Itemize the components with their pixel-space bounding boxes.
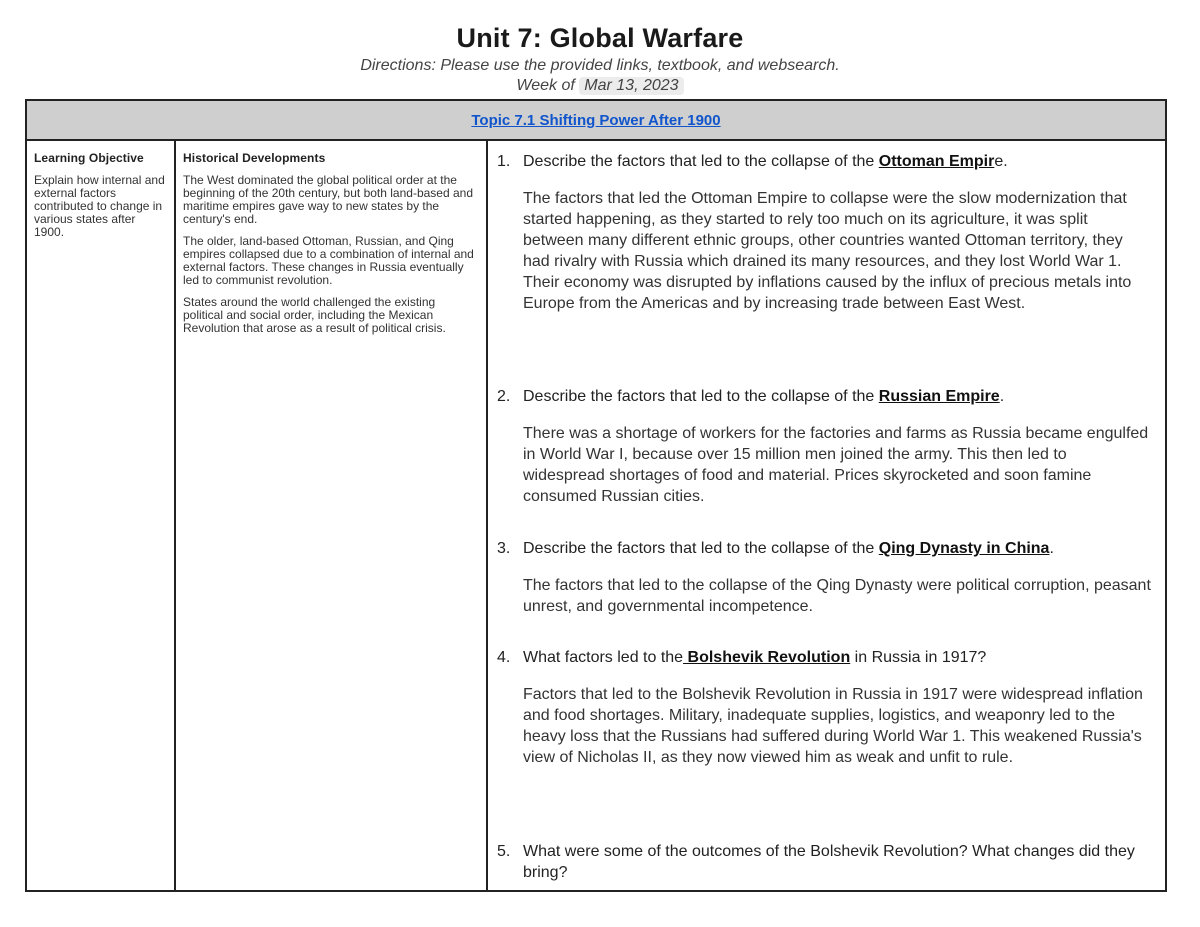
question-prefix: Describe the factors that led to the collapse of the — [523, 540, 879, 557]
development-paragraph: The West dominated the global political order at the beginning of the 20th century, but both land-based and maritime empires gave way to new states by the century's end. — [183, 173, 473, 226]
bolshevik-revolution-link[interactable]: Bolshevik Revolution — [683, 649, 851, 666]
question-item — [497, 841, 1151, 883]
question-text — [523, 151, 1151, 172]
question-suffix: in Russia in 1917? — [850, 649, 987, 666]
question-prefix: Describe the factors that led to the collapse of the — [523, 153, 879, 170]
question-item — [497, 538, 1151, 617]
question-item — [497, 647, 1151, 768]
question-text — [523, 386, 1151, 407]
russian-empire-link[interactable]: Russian Empire — [878, 388, 1000, 405]
qing-dynasty-link[interactable]: Qing Dynasty in China — [878, 540, 1050, 557]
directions-text: Directions: Please use the provided links, textbook, and websearch. — [360, 57, 840, 74]
question-number: 5. — [497, 843, 511, 860]
question-number: 3. — [497, 540, 511, 557]
answer-text[interactable]: The factors that led the Ottoman Empire to collapse were the slow modernization that started happening, as they started to rely too much on its agriculture, it was split between many different ethnic groups, other countries wanted Ottoman territory, they had rivalry with Russia which drained its many resources, and they lost World War 1. Their economy was disrupted by inflations caused by the influx of precious metals into Europe from the Americas and by increasing trade between East West. — [523, 190, 1132, 312]
development-paragraph: States around the world challenged the existing political and social order, including the Mexican Revolution that arose as a result of political crisis. — [183, 295, 446, 335]
question-number: 2. — [497, 388, 511, 405]
week-line — [0, 76, 1200, 96]
week-label: Week of — [516, 77, 575, 94]
question-item — [497, 386, 1151, 507]
learning-objective-heading: Learning Objective — [34, 151, 144, 165]
answer-text[interactable]: The factors that led to the collapse of the Qing Dynasty were political corruption, peasant unrest, and governmental incompetence. — [523, 577, 1151, 615]
historical-developments-heading: Historical Developments — [183, 151, 326, 165]
learning-objective-text: Explain how internal and external factors contributed to change in various states after 1900. — [34, 173, 165, 239]
table-bottom-rule — [25, 890, 1167, 892]
question-item — [497, 151, 1151, 314]
question-suffix: . — [1049, 540, 1054, 557]
question-number: 4. — [497, 649, 511, 666]
question-prefix: What factors led to the — [523, 649, 684, 666]
questions-column — [488, 141, 1165, 892]
answer-text[interactable]: Factors that led to the Bolshevik Revolution in Russia in 1917 were widespread inflation and food shortages. Military, inadequate supplies, logistics, and weaponry led to the heavy loss that the Russians had suffered during World War 1. This weakened Russia's view of Nicholas II, as they now viewed him as weak and unfit to rule. — [523, 686, 1143, 766]
topic-link[interactable]: Topic 7.1 Shifting Power After 1900 — [471, 112, 721, 129]
document-title: Unit 7: Global Warfare — [456, 23, 744, 53]
learning-objective-column — [27, 141, 176, 892]
question-prefix: Describe the factors that led to the collapse of the — [523, 388, 879, 405]
answer-text[interactable]: There was a shortage of workers for the factories and farms as Russia became engulfed in World War I, because over 15 million men joined the army. This then led to widespread shortages of food and material. Prices skyrocketed and soon famine consumed Russian cities. — [523, 425, 1149, 505]
question-number: 1. — [497, 153, 511, 170]
assignment-table — [25, 99, 1167, 892]
date-chip[interactable]: Mar 13, 2023 — [579, 77, 683, 95]
ottoman-empire-link[interactable]: Ottoman Empir — [878, 153, 995, 170]
document-header — [0, 22, 1200, 96]
question-text: What were some of the outcomes of the Bolshevik Revolution? What changes did they bring? — [523, 843, 1135, 881]
historical-developments-column — [176, 141, 488, 892]
topic-header-row — [27, 101, 1165, 141]
question-suffix: . — [999, 388, 1005, 405]
question-suffix: e. — [994, 153, 1008, 170]
question-text — [523, 538, 1151, 559]
development-paragraph: The older, land-based Ottoman, Russian, and Qing empires collapsed due to a combination of internal and external factors. These changes in Russia eventually led to communist revolution. — [183, 234, 474, 287]
question-text — [523, 647, 1151, 668]
